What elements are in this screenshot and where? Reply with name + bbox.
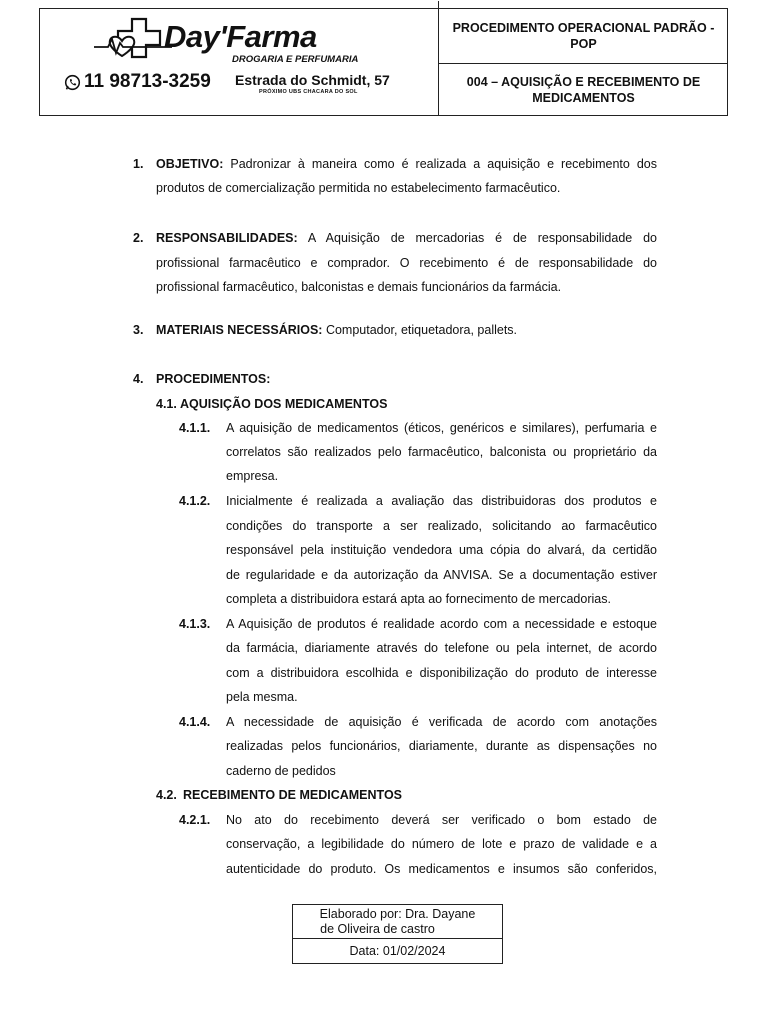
item-number: 4.2.1. — [179, 813, 211, 827]
item-text-line: conservação, a legibilidade do número de lote e prazo de validade e a — [226, 837, 657, 851]
document-date: Data: 01/02/2024 — [349, 944, 446, 958]
section-number: 1. — [133, 157, 144, 171]
item-text-line: completa a distribuidora estará apta ao fornecimento de mercadorias. — [226, 592, 611, 606]
whatsapp-icon — [64, 74, 81, 91]
item-text-line: A Aquisição de produtos é realidade acordo com a necessidade e estoque — [226, 617, 657, 631]
item-text-line: No ato do recebimento deverá ser verificado o bom estado de — [226, 813, 657, 827]
address-reference: PRÓXIMO UBS CHACARA DO SOL — [259, 89, 358, 95]
item-text-line: A necessidade de aquisição é verificada de acordo com anotações — [226, 715, 657, 729]
item-text-line: pela mesma. — [226, 690, 298, 704]
section-title: RESPONSABILIDADES: — [156, 231, 298, 245]
item-text-line: da farmácia, diariamente através do telefone ou pela internet, de acordo — [226, 641, 657, 655]
paragraph-text: profissional farmacêutico e comprador. O recebimento é de responsabilidade do — [156, 256, 657, 270]
item-text-line: caderno de pedidos — [226, 764, 336, 778]
section-responsabilidades-line — [156, 230, 657, 246]
pop-title: PROCEDIMENTO OPERACIONAL PADRÃO - POP — [452, 21, 715, 51]
section-objetivo-line — [156, 156, 657, 172]
paragraph-text: Computador, etiquetadora, pallets. — [325, 323, 518, 337]
item-text-line: Inicialmente é realizada a avaliação das distribuidoras dos produtos e — [226, 494, 657, 508]
pharmacy-cross-heart-icon — [92, 17, 172, 65]
elaborado-line-1: Elaborado por: Dra. Dayane — [319, 907, 476, 921]
footer-divider — [293, 938, 502, 939]
subsection-number: 4.2. — [156, 788, 177, 802]
item-text-line: autenticidade do produto. Os medicamentos e insumos são conferidos, — [226, 862, 657, 876]
section-materiais-line — [156, 322, 517, 338]
item-number: 4.1.4. — [179, 715, 211, 729]
paragraph-text: produtos de comercialização permitida no estabelecimento farmacêutico. — [156, 181, 561, 195]
section-number: 3. — [133, 323, 144, 337]
phone-block — [64, 71, 211, 93]
phone-number: 11 98713-3259 — [84, 71, 211, 92]
section-title: PROCEDIMENTOS: — [156, 372, 271, 386]
address: Estrada do Schmidt, 57 — [235, 72, 390, 88]
elaborado-por — [293, 907, 502, 937]
brand-subtitle: DROGARIA E PERFUMARIA — [232, 54, 359, 65]
section-title: OBJETIVO: — [156, 157, 224, 171]
pop-code-title: 004 – AQUISIÇÃO E RECEBIMENTO DE MEDICAMENTOS — [466, 75, 701, 105]
item-text-line: A aquisição de medicamentos (éticos, genéricos e similares), perfumaria e — [226, 421, 657, 435]
section-number: 2. — [133, 231, 144, 245]
item-text-line: empresa. — [226, 469, 279, 483]
brand-name: Day'Farma — [164, 19, 317, 54]
subsection-number: 4.1. — [156, 397, 177, 411]
subsection-title: RECEBIMENTO DE MEDICAMENTOS — [183, 788, 403, 802]
paragraph-text: A Aquisição de mercadorias é de responsabilidade do — [307, 231, 657, 245]
item-text-line: com a distribuidora escolhida e disponibilização do produto de interesse — [226, 666, 657, 680]
paragraph-text: profissional farmacêutico, balconistas e demais funcionários da farmácia. — [156, 280, 562, 294]
subsection-title: AQUISIÇÃO DOS MEDICAMENTOS — [180, 397, 388, 411]
document-footer-box — [292, 904, 503, 964]
logo-area — [40, 9, 438, 115]
item-text-line: responsável pela instituição vendedora uma cópia do alvará, da certidão — [226, 543, 657, 557]
section-title: MATERIAIS NECESSÁRIOS: — [156, 323, 323, 337]
item-text-line: de regularidade e da autorização da ANVISA. Se a documentação estiver — [226, 568, 657, 582]
paragraph-text: Padronizar à maneira como é realizada a aquisição e recebimento dos — [230, 157, 657, 171]
document-header — [39, 8, 728, 116]
item-text-line: correlatos são realizados pelo farmacêutico, balconista ou proprietário da — [226, 445, 657, 459]
item-text-line: condições do transporte a ser realizado, solicitando ao farmacêutico — [226, 519, 657, 533]
item-text-line: realizadas pelos funcionários, diariamente, durante as dispensações no — [226, 739, 657, 753]
item-number: 4.1.3. — [179, 617, 211, 631]
elaborado-line-2: de Oliveira de castro — [320, 922, 435, 936]
section-number: 4. — [133, 372, 144, 386]
item-number: 4.1.1. — [179, 421, 211, 435]
item-number: 4.1.2. — [179, 494, 211, 508]
